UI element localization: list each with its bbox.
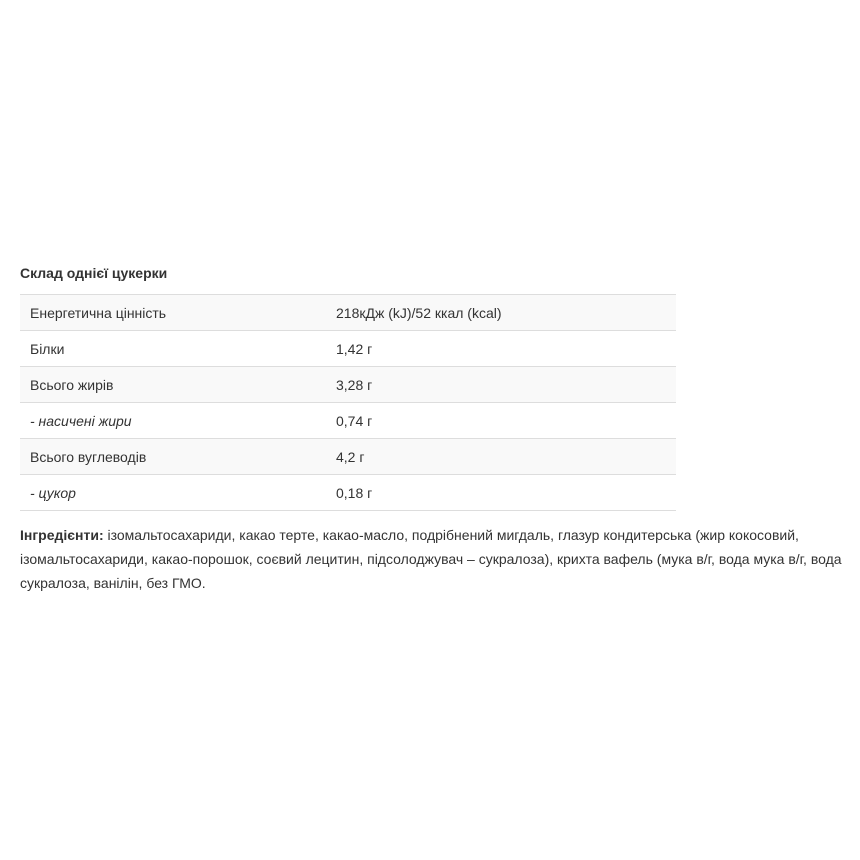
ingredients-paragraph bbox=[20, 523, 846, 595]
nutrient-value: 1,42 г bbox=[326, 331, 676, 367]
nutrient-value: 0,18 г bbox=[326, 475, 676, 511]
nutrient-value: 218кДж (kJ)/52 ккал (kcal) bbox=[326, 295, 676, 331]
table-row bbox=[20, 331, 676, 367]
ingredients-text: ізомальтосахариди, какао терте, какао-масло, подрібнений мигдаль, глазур кондитерська (жир кокосовий, ізомальтосахариди, какао-порошок, соєвий лецитин, підсолоджувач – сукралоза), крихта вафель (мука в/г, вода мука в/г, вода сукралоза, ванілін, без ГМО. bbox=[20, 527, 842, 591]
product-composition bbox=[20, 263, 850, 595]
nutrient-name: Енергетична цінність bbox=[20, 295, 326, 331]
composition-title: Склад однієї цукерки bbox=[20, 265, 168, 281]
nutrient-value: 0,74 г bbox=[326, 403, 676, 439]
nutrient-name: - цукор bbox=[20, 475, 326, 511]
ingredients-label: Інгредієнти: bbox=[20, 527, 104, 543]
table-row bbox=[20, 475, 676, 511]
nutrient-name: Всього жирів bbox=[20, 367, 326, 403]
nutrient-name: Білки bbox=[20, 331, 326, 367]
nutrient-value: 3,28 г bbox=[326, 367, 676, 403]
nutrition-table bbox=[20, 294, 676, 511]
nutrient-name: - насичені жири bbox=[20, 403, 326, 439]
nutrient-value: 4,2 г bbox=[326, 439, 676, 475]
nutrient-name: Всього вуглеводів bbox=[20, 439, 326, 475]
table-row bbox=[20, 403, 676, 439]
table-row bbox=[20, 295, 676, 331]
table-row bbox=[20, 367, 676, 403]
table-row bbox=[20, 439, 676, 475]
